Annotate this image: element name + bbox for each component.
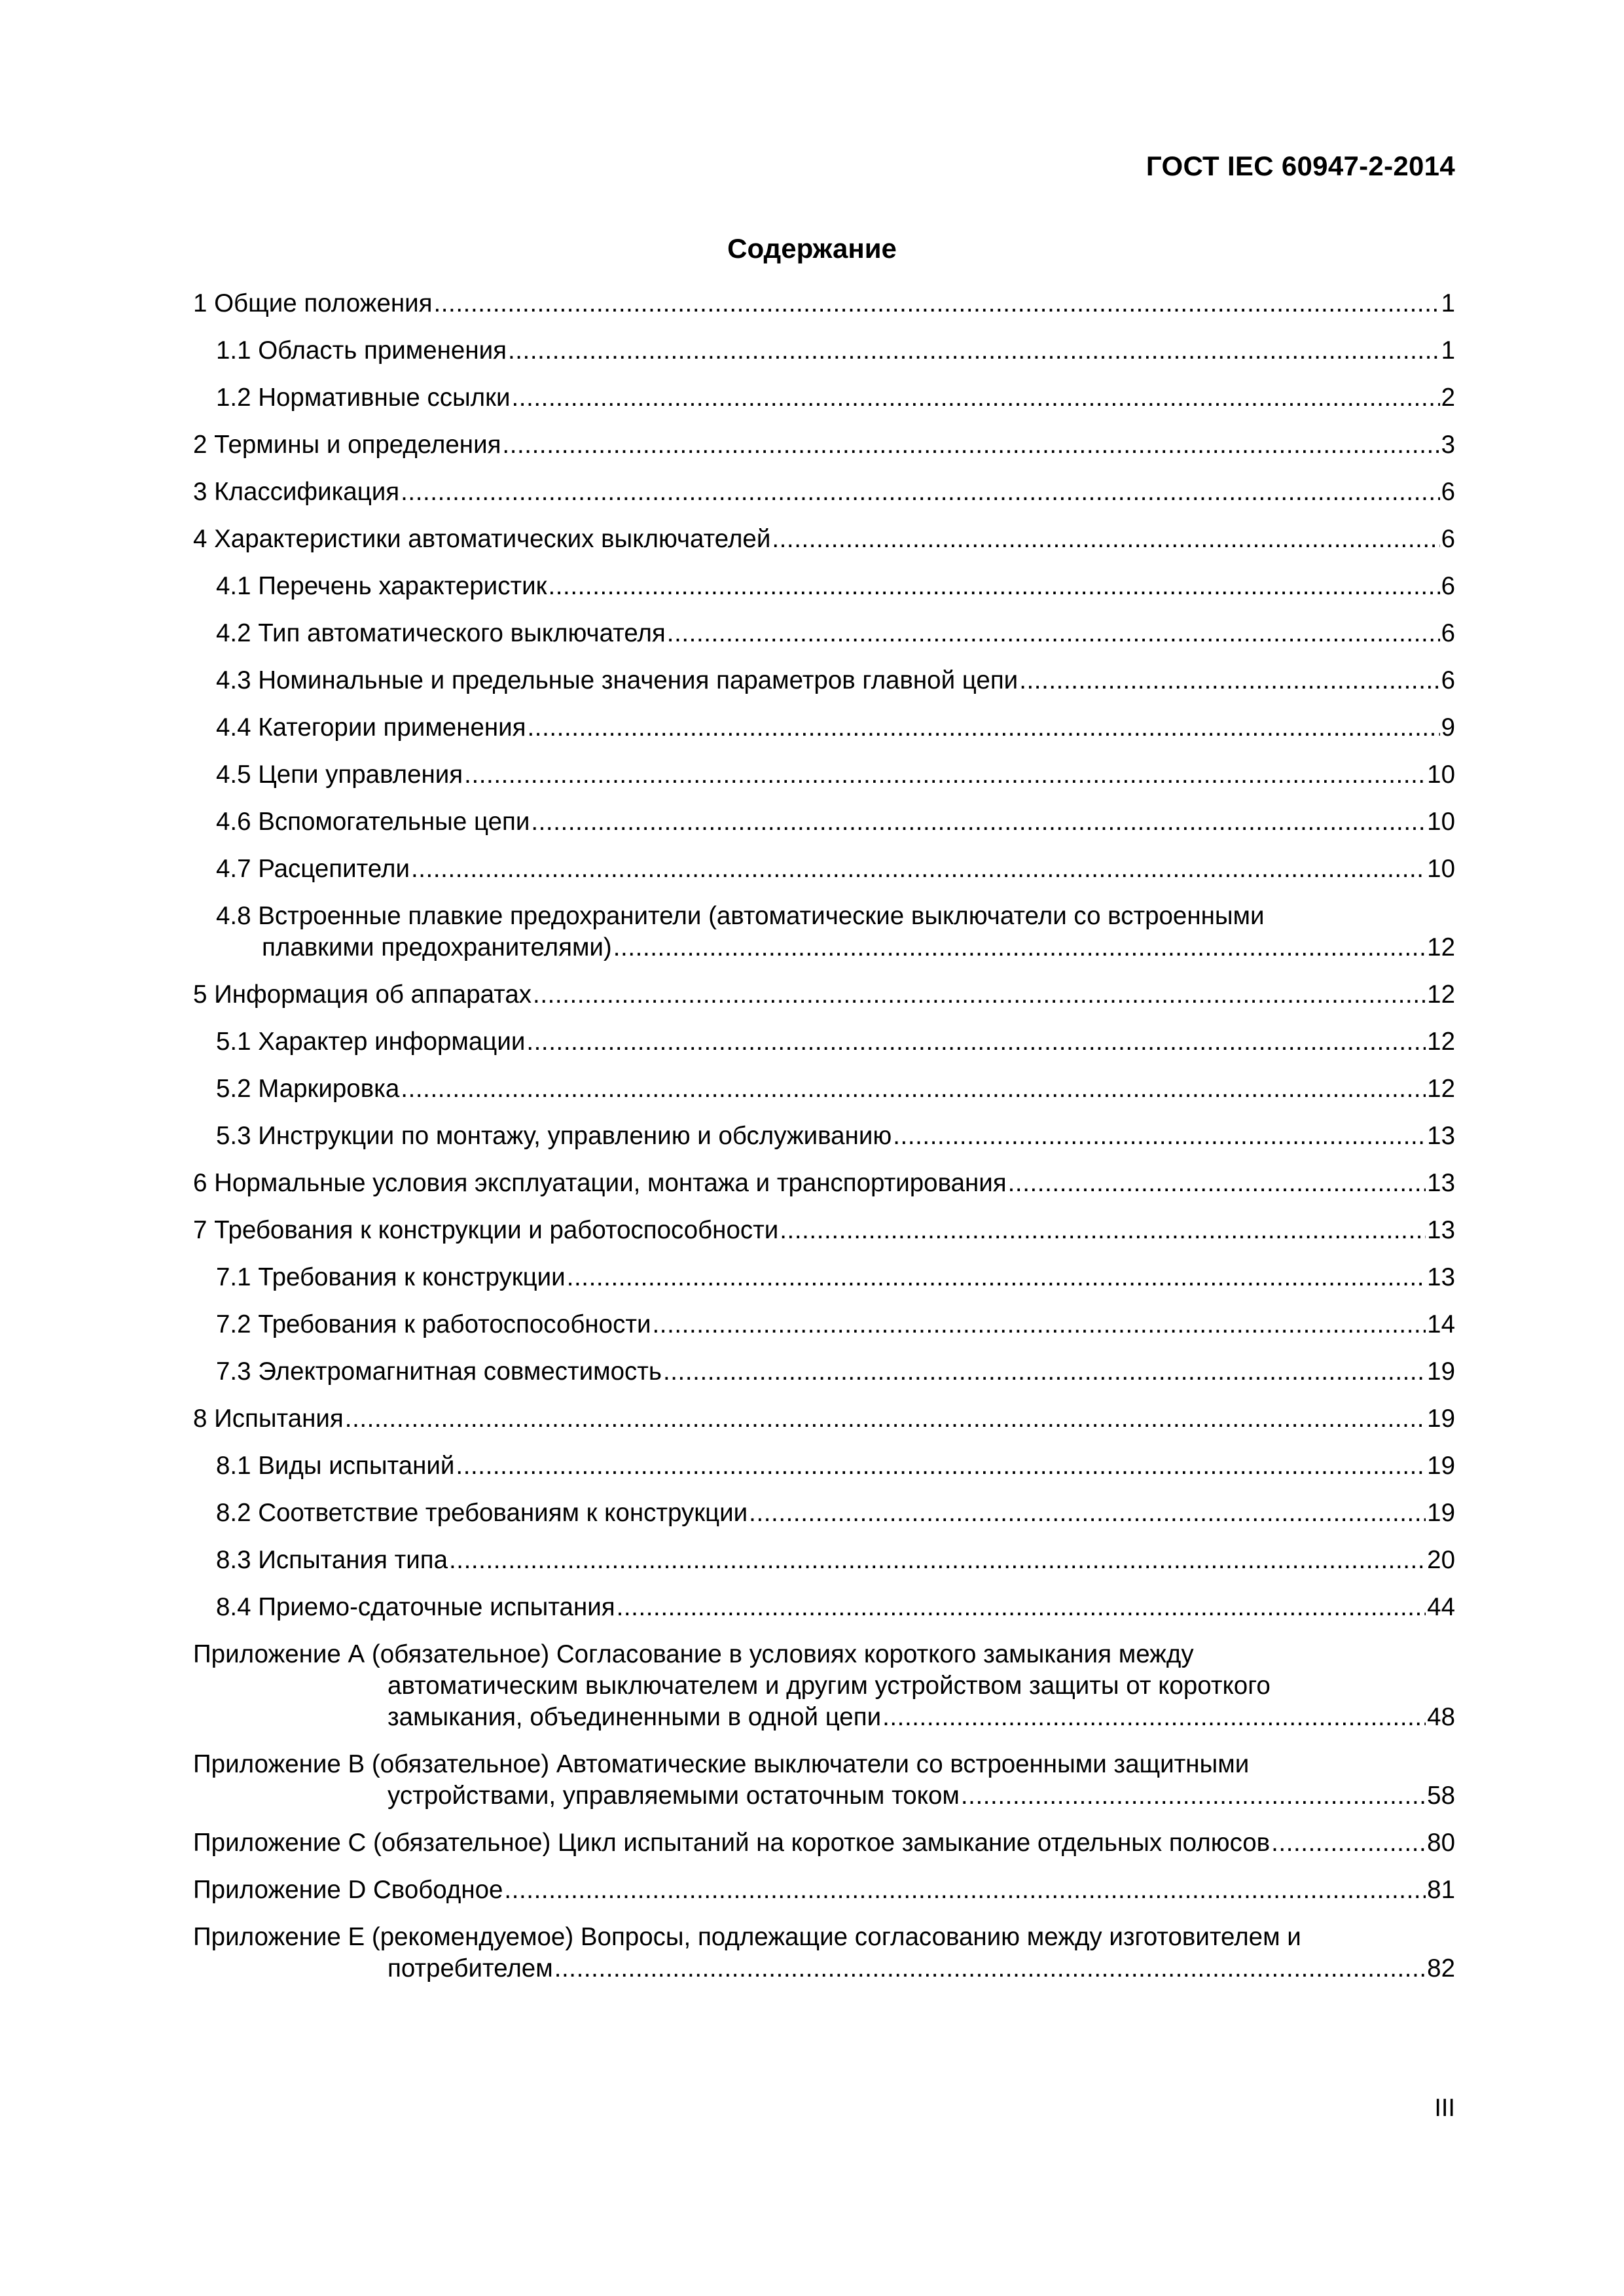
- toc-entry-text: Приложение С (обязательное) Цикл испытаний на короткое замыкание отдельных полюсов: [193, 1829, 1271, 1857]
- dot-leader: [401, 1073, 1426, 1105]
- toc-entry-text: 4.3 Номинальные и предельные значения параметров главной цепи: [216, 666, 1019, 694]
- toc-entry-text: 4.8 Встроенные плавкие предохранители (автоматические выключатели со встроенными: [216, 902, 1265, 930]
- toc-page-number: 13: [1427, 1169, 1455, 1197]
- dot-leader: [772, 524, 1439, 555]
- toc-entry[interactable]: [193, 1922, 1455, 2000]
- toc-entry-text: 4 Характеристики автоматических выключателей: [193, 525, 771, 553]
- toc-entry-text-continued: автоматическим выключателем и другим устройством защиты от короткого: [388, 1672, 1271, 1700]
- toc-entry[interactable]: [193, 1749, 1455, 1827]
- dot-leader: [961, 1780, 1426, 1812]
- toc-page-number: 58: [1427, 1782, 1455, 1810]
- toc-entry-text: 4.1 Перечень характеристик: [216, 572, 547, 600]
- toc-entry-text: 4.6 Вспомогательные цепи: [216, 808, 530, 836]
- toc-entry-text: 5.2 Маркировка: [216, 1075, 400, 1103]
- toc-page-number: 12: [1427, 980, 1455, 1009]
- toc-page-number: 13: [1427, 1263, 1455, 1291]
- toc-page-number: 44: [1427, 1593, 1455, 1621]
- toc-entry-text: 7.3 Электромагнитная совместимость: [216, 1357, 662, 1386]
- toc-entry[interactable]: [193, 618, 1455, 665]
- toc-page-number: 6: [1441, 572, 1455, 600]
- toc-entry[interactable]: [193, 571, 1455, 618]
- toc-entry-text: 3 Классификация: [193, 478, 400, 506]
- toc-entry[interactable]: [193, 1498, 1455, 1545]
- toc-entry-text: 6 Нормальные условия эксплуатации, монтажа и транспортирования: [193, 1169, 1007, 1197]
- toc-page-number: 10: [1427, 808, 1455, 836]
- dot-leader: [780, 1215, 1426, 1246]
- dot-leader: [502, 429, 1439, 461]
- toc-entry-text-continued: замыкания, объединенными в одной цепи: [388, 1703, 882, 1731]
- dot-leader: [613, 932, 1426, 963]
- toc-entry-text: 8.1 Виды испытаний: [216, 1452, 455, 1480]
- toc-entry-text: Приложение В (обязательное) Автоматические выключатели со встроенными защитными: [193, 1750, 1250, 1778]
- toc-page-number: 13: [1427, 1122, 1455, 1150]
- dot-leader: [449, 1545, 1426, 1576]
- dot-leader: [433, 288, 1439, 319]
- dot-leader: [882, 1702, 1426, 1733]
- toc-page-number: 2: [1441, 384, 1455, 412]
- toc-page-number: 19: [1427, 1452, 1455, 1480]
- dot-leader: [526, 1026, 1426, 1058]
- dot-leader: [411, 853, 1426, 885]
- toc-page-number: 48: [1427, 1703, 1455, 1731]
- toc-entry-text: 8.2 Соответствие требованиям к конструкции: [216, 1499, 748, 1527]
- toc-page-number: 3: [1441, 431, 1455, 459]
- document-code: ГОСТ IEC 60947-2-2014: [1146, 151, 1455, 181]
- toc-page-number: 1: [1441, 336, 1455, 365]
- toc-entry-text: 5 Информация об аппаратах: [193, 980, 532, 1009]
- toc-entry[interactable]: [193, 806, 1455, 853]
- toc-entry[interactable]: [193, 335, 1455, 382]
- toc-entry[interactable]: [193, 665, 1455, 712]
- dot-leader: [1019, 665, 1439, 696]
- toc-entry[interactable]: [193, 1545, 1455, 1592]
- toc-entry-text: 5.1 Характер информации: [216, 1028, 526, 1056]
- dot-leader: [456, 1450, 1426, 1482]
- toc-page-number: 14: [1427, 1310, 1455, 1338]
- toc-entry-text: 1.1 Область применения: [216, 336, 507, 365]
- toc-page-number: 12: [1427, 1028, 1455, 1056]
- toc-entry[interactable]: [193, 901, 1455, 979]
- toc-entry-text-continued: плавкими предохранителями): [262, 933, 612, 961]
- toc-entry-text: 1.2 Нормативные ссылки: [216, 384, 511, 412]
- dot-leader: [531, 806, 1426, 838]
- toc-page-number: 80: [1427, 1829, 1455, 1857]
- toc-entry-text: 1 Общие положения: [193, 289, 433, 317]
- toc-page-number: 12: [1427, 1075, 1455, 1103]
- dot-leader: [401, 476, 1439, 508]
- toc-page-number: 6: [1441, 666, 1455, 694]
- toc-entry[interactable]: [193, 1309, 1455, 1356]
- toc-entry-text: 7.2 Требования к работоспособности: [216, 1310, 651, 1338]
- dot-leader: [345, 1403, 1426, 1435]
- toc-entry[interactable]: [193, 382, 1455, 429]
- toc-entry-text: Приложение D Свободное: [193, 1876, 503, 1904]
- toc-entry[interactable]: [193, 979, 1455, 1026]
- dot-leader: [667, 618, 1440, 649]
- toc-entry-text: 7.1 Требования к конструкции: [216, 1263, 566, 1291]
- toc-entry[interactable]: [193, 1168, 1455, 1215]
- toc-entry[interactable]: [193, 1874, 1455, 1922]
- toc-entry-text: Приложение Е (рекомендуемое) Вопросы, подлежащие согласованию между изготовителем и: [193, 1923, 1301, 1951]
- toc-entry[interactable]: [193, 1827, 1455, 1874]
- toc-page-number: 13: [1427, 1216, 1455, 1244]
- toc-entry[interactable]: [193, 1592, 1455, 1639]
- dot-leader: [533, 979, 1426, 1011]
- toc-page-number: 10: [1427, 855, 1455, 883]
- dot-leader: [508, 335, 1440, 367]
- toc-entry-text: 8.4 Приемо-сдаточные испытания: [216, 1593, 615, 1621]
- toc-entry-text: 4.4 Категории применения: [216, 713, 526, 742]
- dot-leader: [749, 1498, 1426, 1529]
- toc-entry[interactable]: [193, 1403, 1455, 1450]
- toc-page-number: 19: [1427, 1357, 1455, 1386]
- dot-leader: [512, 382, 1440, 414]
- toc-entry-text-continued: устройствами, управляемыми остаточным током: [388, 1782, 960, 1810]
- page-number: III: [1434, 2094, 1455, 2122]
- toc-entry[interactable]: [193, 429, 1455, 476]
- toc-page-number: 6: [1441, 619, 1455, 647]
- toc-entry[interactable]: [193, 524, 1455, 571]
- toc-page-number: 12: [1427, 933, 1455, 961]
- dot-leader: [663, 1356, 1426, 1388]
- toc-entry-text: 5.3 Инструкции по монтажу, управлению и обслуживанию: [216, 1122, 892, 1150]
- toc-entry-text: Приложение А (обязательное) Согласование в условиях короткого замыкания между: [193, 1640, 1194, 1668]
- toc-title: Содержание: [727, 233, 897, 264]
- toc-entry-text: 4.7 Расцепители: [216, 855, 410, 883]
- toc-entry[interactable]: [193, 1262, 1455, 1309]
- toc-page-number: 19: [1427, 1499, 1455, 1527]
- toc-page-number: 20: [1427, 1546, 1455, 1574]
- dot-leader: [528, 712, 1440, 744]
- toc-entry[interactable]: [193, 1450, 1455, 1498]
- toc-entry-text: 7 Требования к конструкции и работоспособности: [193, 1216, 779, 1244]
- toc-entry-text: 2 Термины и определения: [193, 431, 501, 459]
- toc-page-number: 19: [1427, 1405, 1455, 1433]
- dot-leader: [1271, 1827, 1426, 1859]
- toc-page-number: 6: [1441, 525, 1455, 553]
- toc-page-number: 6: [1441, 478, 1455, 506]
- dot-leader: [617, 1592, 1426, 1623]
- toc-page-number: 82: [1427, 1954, 1455, 1982]
- dot-leader: [554, 1953, 1426, 1984]
- dot-leader: [652, 1309, 1426, 1340]
- toc-entry[interactable]: [193, 1356, 1455, 1403]
- toc-entry[interactable]: [193, 1073, 1455, 1121]
- toc-entry[interactable]: [193, 476, 1455, 524]
- toc-page-number: 81: [1427, 1876, 1455, 1904]
- dot-leader: [504, 1874, 1426, 1906]
- toc-entry-text: 8 Испытания: [193, 1405, 344, 1433]
- dot-leader: [893, 1121, 1426, 1152]
- toc-entry[interactable]: [193, 1121, 1455, 1168]
- toc-entry[interactable]: [193, 759, 1455, 806]
- toc-entry[interactable]: [193, 1026, 1455, 1073]
- toc-page-number: 1: [1441, 289, 1455, 317]
- toc-entry-text: 4.5 Цепи управления: [216, 761, 463, 789]
- toc-page-number: 9: [1441, 713, 1455, 742]
- toc-entry-text: 8.3 Испытания типа: [216, 1546, 448, 1574]
- dot-leader: [1008, 1168, 1426, 1199]
- toc-entry[interactable]: [193, 1639, 1455, 1749]
- dot-leader: [548, 571, 1439, 602]
- dot-leader: [567, 1262, 1426, 1293]
- toc-entry-text-continued: потребителем: [388, 1954, 553, 1982]
- toc-entry[interactable]: [193, 712, 1455, 759]
- table-of-contents: [193, 288, 1455, 2000]
- toc-entry[interactable]: [193, 1215, 1455, 1262]
- dot-leader: [464, 759, 1426, 791]
- toc-entry[interactable]: [193, 853, 1455, 901]
- toc-page-number: 10: [1427, 761, 1455, 789]
- toc-entry-text: 4.2 Тип автоматического выключателя: [216, 619, 666, 647]
- toc-entry[interactable]: [193, 288, 1455, 335]
